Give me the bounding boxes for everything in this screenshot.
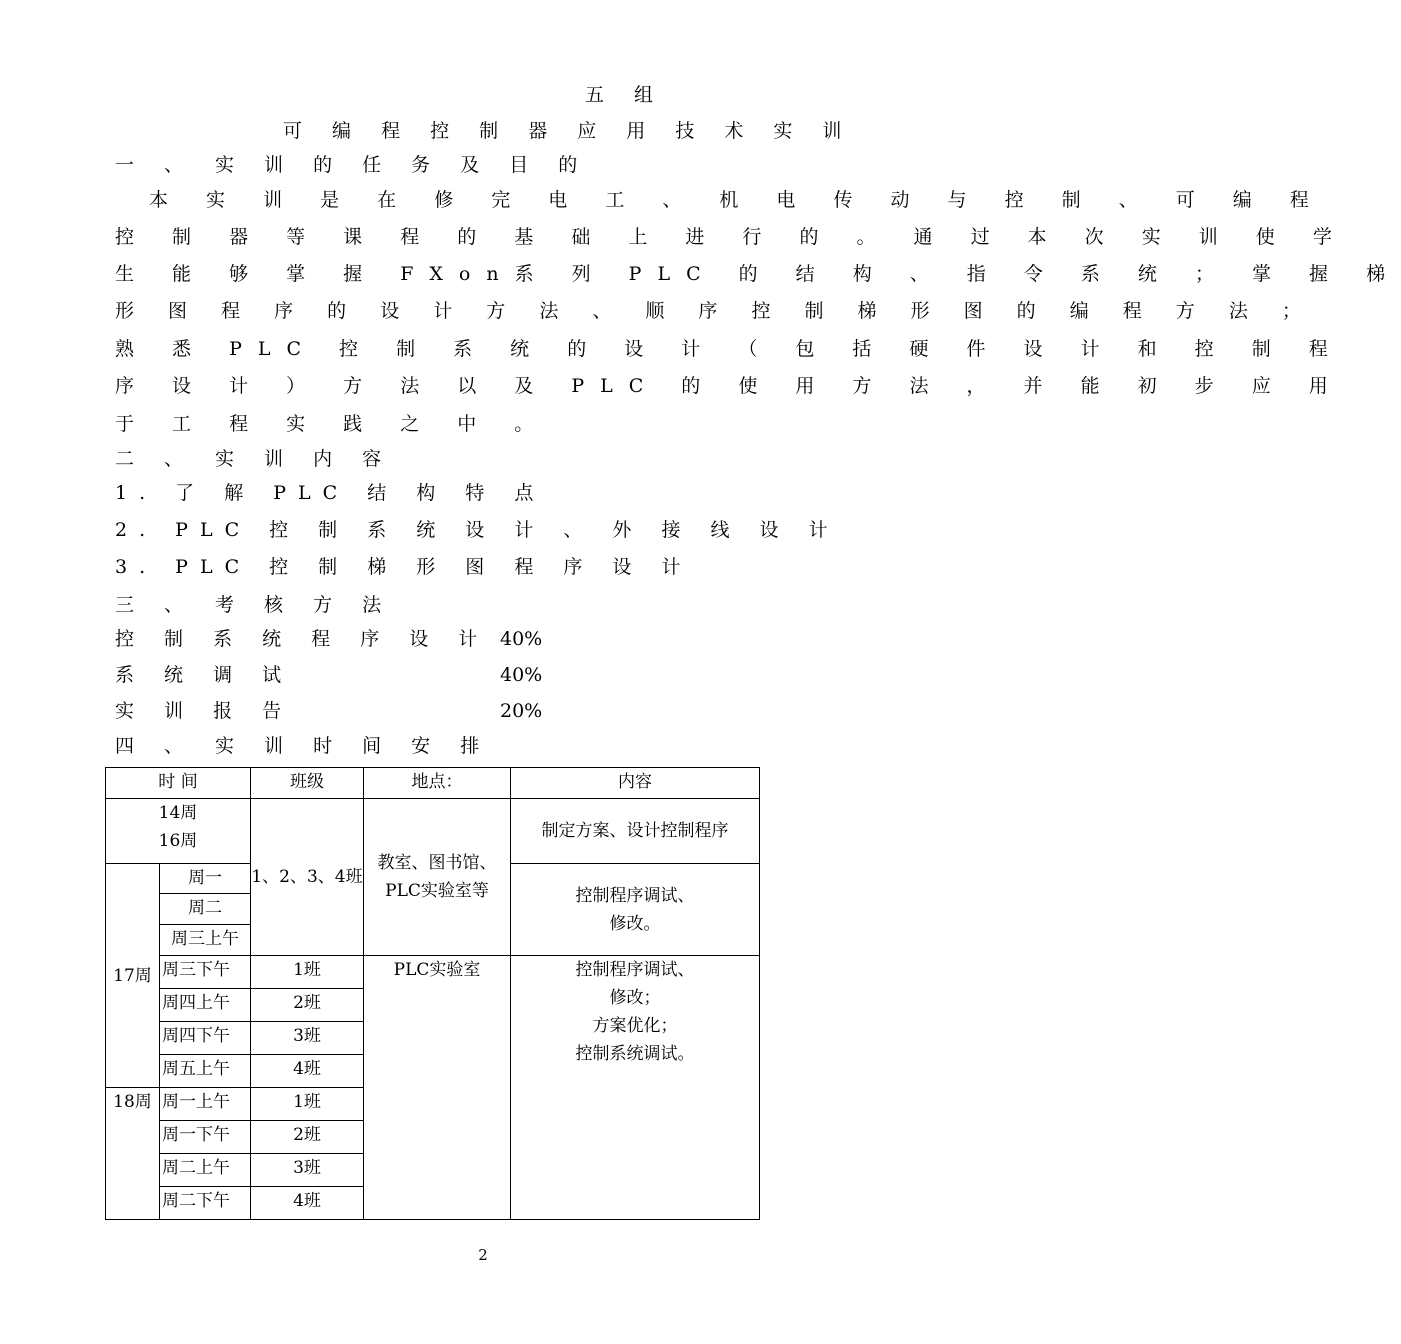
section-4-number: 四 、 xyxy=(115,735,196,757)
table-row xyxy=(106,956,760,989)
class-cell: 1班 xyxy=(251,1088,364,1121)
content-cell-2 xyxy=(511,864,760,956)
assessment-row xyxy=(115,664,542,686)
day-cell: 周二 xyxy=(160,894,251,925)
week-14-16-cell xyxy=(106,799,251,864)
section-1-heading xyxy=(115,154,589,176)
section-2-title: 实 训 内 容 xyxy=(215,448,394,470)
content-line: 修改； xyxy=(609,988,661,1008)
assessment-percent: 20% xyxy=(500,700,543,722)
content-line: 方案优化； xyxy=(592,1016,678,1036)
paragraph-line: 生 能 够 掌 握 FXon系 列 PLC 的 结 构 、 指 令 系 统 ； 掌 握 梯 xyxy=(115,263,1401,285)
day-cell: 周一下午 xyxy=(160,1121,251,1154)
content-cell-1: 制定方案、设计控制程序 xyxy=(511,799,760,864)
section-4-heading xyxy=(115,735,491,757)
schedule-table xyxy=(105,767,760,1220)
assessment-label: 系 统 调 试 xyxy=(115,664,294,686)
paragraph-line: 本 实 训 是 在 修 完 电 工 、 机 电 传 动 与 控 制 、 可 编 程 xyxy=(149,189,1325,211)
doc-title: 可 编 程 控 制 器 应 用 技 术 实 训 xyxy=(283,120,854,142)
day-cell: 周一上午 xyxy=(160,1088,251,1121)
content-cell-3 xyxy=(511,956,760,1220)
section-1-number: 一 、 xyxy=(115,154,196,176)
assessment-label: 实 训 报 告 xyxy=(115,700,294,722)
paragraph-line: 序 设 计 ） 方 法 以 及 PLC 的 使 用 方 法 ， 并 能 初 步 应 用 xyxy=(115,375,1344,397)
section-3-number: 三 、 xyxy=(115,594,196,616)
paragraph-line: 熟 悉 PLC 控 制 系 统 的 设 计 （ 包 括 硬 件 设 计 和 控 制 程 xyxy=(115,338,1344,360)
paragraph-line: 于 工 程 实 践 之 中 。 xyxy=(115,413,550,435)
page-number: 2 xyxy=(478,1246,488,1264)
day-cell: 周三下午 xyxy=(160,956,251,989)
section-2-heading xyxy=(115,448,393,470)
day-cell: 周四下午 xyxy=(160,1022,251,1055)
section-1-title: 实 训 的 任 务 及 目 的 xyxy=(215,154,590,176)
content-line: 修改。 xyxy=(609,913,661,934)
content-line: 控制程序调试、 xyxy=(575,885,695,906)
header-place: 地点： xyxy=(364,768,511,799)
place-cell-2: PLC实验室 xyxy=(364,956,511,1220)
day-cell: 周二上午 xyxy=(160,1154,251,1187)
content-line: 控制程序调试、 xyxy=(575,960,695,980)
paragraph-line: 控 制 器 等 课 程 的 基 础 上 进 行 的 。 通 过 本 次 实 训 使 学 xyxy=(115,226,1348,248)
section-4-title: 实 训 时 间 安 排 xyxy=(215,735,492,757)
class-all-cell: 1、2、3、4班 xyxy=(251,799,364,956)
day-cell: 周二下午 xyxy=(160,1187,251,1220)
week-16: 16周 xyxy=(158,831,198,851)
content-line: 控制系统调试。 xyxy=(575,1044,695,1064)
day-cell: 周一 xyxy=(160,864,251,894)
assessment-row xyxy=(115,628,542,650)
table-header-row xyxy=(106,768,760,799)
day-cell: 周四上午 xyxy=(160,989,251,1022)
week-18-cell: 18周 xyxy=(106,1088,160,1220)
class-cell: 4班 xyxy=(251,1055,364,1088)
day-cell: 周三上午 xyxy=(160,925,251,956)
table-row xyxy=(106,799,760,864)
class-cell: 3班 xyxy=(251,1022,364,1055)
assessment-percent: 40% xyxy=(500,628,543,650)
list-item: 1. 了 解 PLC 结 构 特 点 xyxy=(115,482,546,504)
class-cell: 2班 xyxy=(251,989,364,1022)
section-3-title: 考 核 方 法 xyxy=(215,594,394,616)
group-label: 五 组 xyxy=(585,84,666,106)
week-14: 14周 xyxy=(158,803,198,823)
week-17-cell: 17周 xyxy=(106,864,160,1088)
section-2-number: 二 、 xyxy=(115,448,196,470)
list-item: 2. PLC 控 制 系 统 设 计 、 外 接 线 设 计 xyxy=(115,519,840,541)
class-cell: 3班 xyxy=(251,1154,364,1187)
assessment-row xyxy=(115,700,542,722)
paragraph-line: 形 图 程 序 的 设 计 方 法 、 顺 序 控 制 梯 形 图 的 编 程 方 法 ； xyxy=(115,300,1315,322)
assessment-label: 控 制 系 统 程 序 设 计 xyxy=(115,628,490,650)
header-content: 内容 xyxy=(511,768,760,799)
day-cell: 周五上午 xyxy=(160,1055,251,1088)
section-3-heading xyxy=(115,594,393,616)
assessment-percent: 40% xyxy=(500,664,543,686)
place-cell-1: 教室、图书馆、PLC实验室等 xyxy=(364,799,511,956)
class-cell: 2班 xyxy=(251,1121,364,1154)
header-class: 班级 xyxy=(251,768,364,799)
class-cell: 4班 xyxy=(251,1187,364,1220)
class-cell: 1班 xyxy=(251,956,364,989)
header-time: 时 间 xyxy=(106,768,251,799)
list-item: 3. PLC 控 制 梯 形 图 程 序 设 计 xyxy=(115,556,693,578)
